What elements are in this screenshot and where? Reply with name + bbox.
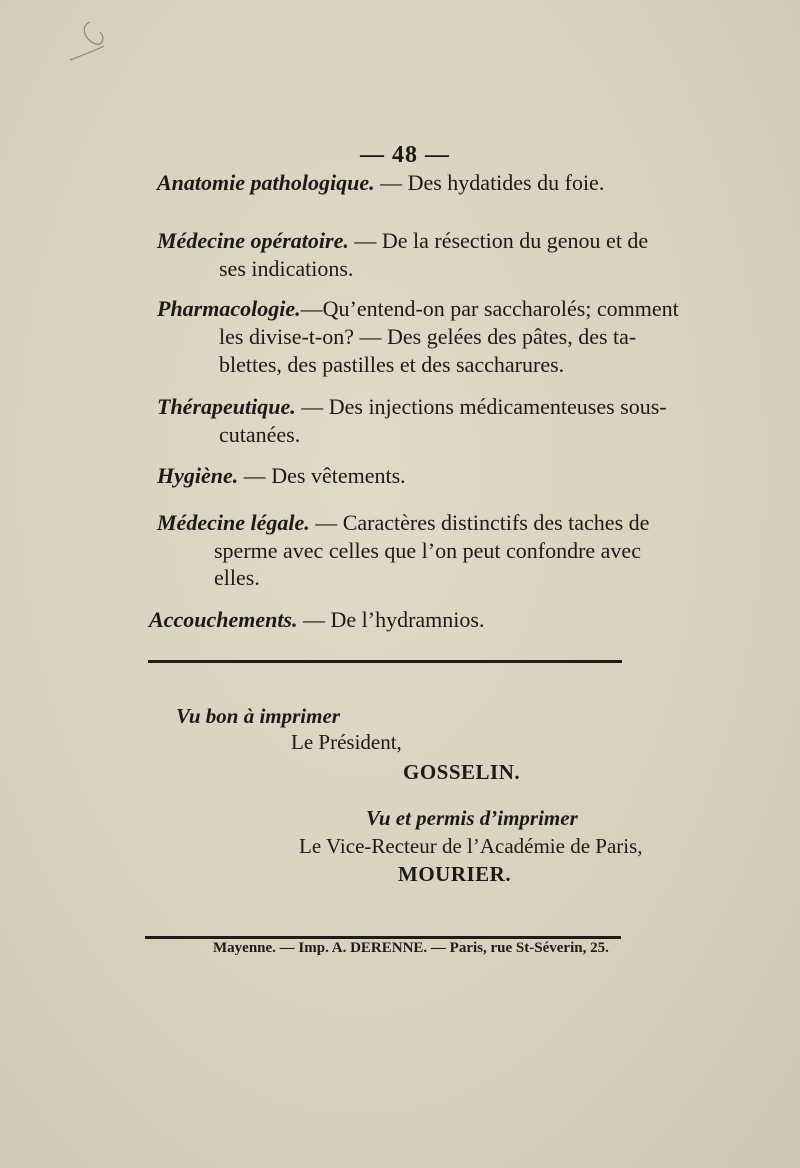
printer-imprint: Mayenne. — Imp. A. DERENNE. — Paris, rue St-Séverin, 25. <box>213 940 609 956</box>
rector-title: Le Vice-Recteur de l’Académie de Paris, <box>299 834 643 858</box>
entry-subject: Médecine légale. <box>157 510 310 535</box>
entry-text: sperme avec celles que l’on peut confondre avec <box>214 538 641 563</box>
entry-text: — De la résection du genou et de <box>348 228 649 253</box>
section-divider <box>148 660 622 663</box>
entry-text: — Des hydatides du foie. <box>374 170 605 195</box>
entry-text: cutanées. <box>219 422 301 447</box>
pencil-mark-icon <box>62 18 112 68</box>
entry-text: les divise-t-on? — Des gelées des pâtes, des ta- <box>219 324 637 349</box>
entry-subject: Médecine opératoire. <box>157 228 349 253</box>
vu-et-permis: Vu et permis d’imprimer <box>366 806 578 830</box>
entry-subject: Thérapeutique. <box>157 394 296 419</box>
vu-bon-a-imprimer: Vu bon à imprimer <box>176 704 340 728</box>
entry-subject: Accouchements. <box>149 607 298 632</box>
entry-subject: Anatomie pathologique. <box>157 170 375 195</box>
footer-divider <box>145 936 621 939</box>
rector-name: MOURIER. <box>398 862 512 886</box>
entry-text: elles. <box>214 565 260 590</box>
entry-text: ses indications. <box>219 256 354 281</box>
entry-text: — De l’hydramnios. <box>297 607 485 632</box>
entry-text: —Qu’entend-on par saccharolés; comment <box>300 296 679 321</box>
entry-subject: Hygiène. <box>157 463 239 488</box>
entry-text: — Caractères distinctifs des taches de <box>309 510 650 535</box>
page-number: — 48 — <box>360 142 450 168</box>
entry-text: — Des vêtements. <box>238 463 406 488</box>
entry-text: blettes, des pastilles et des saccharures. <box>219 352 565 377</box>
entry-subject: Pharmacologie. <box>157 296 301 321</box>
entry-text: — Des injections médicamenteuses sous- <box>295 394 667 419</box>
president-title: Le Président, <box>291 730 402 754</box>
president-name: GOSSELIN. <box>403 760 521 784</box>
